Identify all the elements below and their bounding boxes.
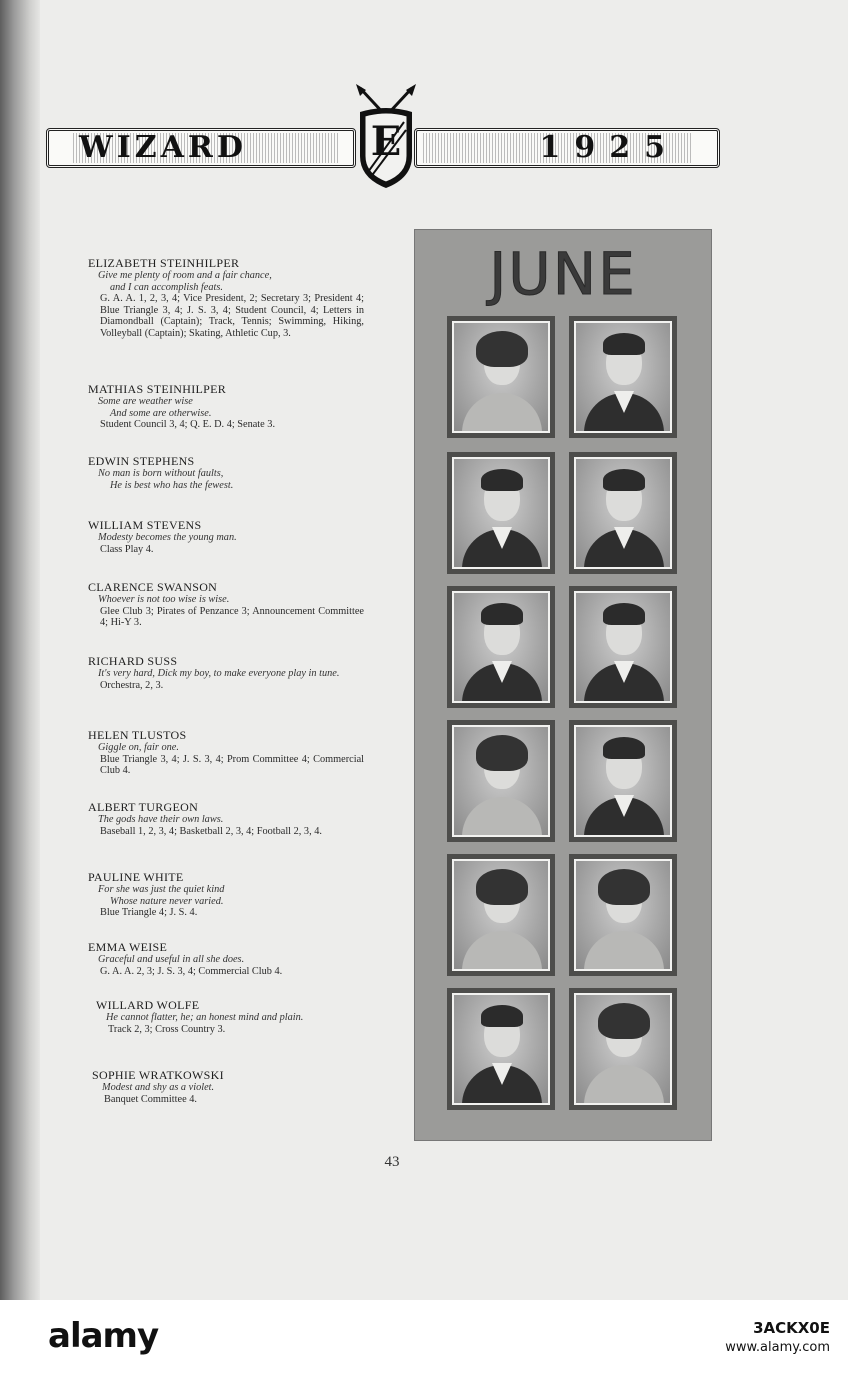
entry-name: EMMA WEISE <box>88 940 168 954</box>
entry-quote <box>98 396 364 419</box>
quote-line: Whose nature never varied. <box>110 895 224 907</box>
portrait-frame <box>452 591 550 703</box>
entry-quote <box>98 532 364 544</box>
entry <box>88 518 364 555</box>
banner-left-plate <box>46 128 356 168</box>
portrait-frame <box>452 993 550 1105</box>
entry-quote <box>98 270 364 293</box>
entry-name: RICHARD SUSS <box>88 654 178 668</box>
portrait-body <box>462 797 542 837</box>
entry-quote <box>98 954 364 966</box>
quote-line: Modesty becomes the young man. <box>98 532 237 543</box>
quote-line: He is best who has the fewest. <box>110 479 234 491</box>
image-id: 3ACKX0E <box>753 1319 830 1337</box>
entry-quote <box>106 1012 372 1024</box>
entry <box>88 654 364 691</box>
portrait-frame <box>574 725 672 837</box>
entry-activities: Banquet Committee 4. <box>104 1093 197 1105</box>
entry <box>88 580 364 629</box>
entry-activities: Glee Club 3; Pirates of Penzance 3; Announcement Committee 4; Hi-Y 3. <box>100 605 364 628</box>
entry-activities: G. A. A. 1, 2, 3, 4; Vice President, 2; Secretary 3; President 4; Blue Triangle 3, 4; J. S. 3, 4; Student Council, 4; Letters in Diamondball (Captain); Track, Tennis; Swimming, Hiking, Volleyball (Captain); Skating, Athletic Cup, 3. <box>100 293 364 339</box>
entry <box>96 998 372 1035</box>
portrait-hair <box>603 333 645 355</box>
quote-line: For she was just the quiet kind <box>98 884 225 895</box>
entry-activities: Baseball 1, 2, 3, 4; Basketball 2, 3, 4; Football 2, 3, 4. <box>100 825 322 837</box>
portrait-photo <box>447 854 555 976</box>
portrait-hair <box>481 469 523 491</box>
portrait-photo <box>447 720 555 842</box>
entry-activities: Blue Triangle 3, 4; J. S. 3, 4; Prom Committee 4; Commercial Club 4. <box>100 753 364 776</box>
entry-activities: Blue Triangle 4; J. S. 4. <box>100 907 198 918</box>
quote-line: Whoever is not too wise is wise. <box>98 594 230 605</box>
quote-line: Some are weather wise <box>98 396 193 407</box>
entry-name: ALBERT TURGEON <box>88 800 199 814</box>
banner-title: WIZARD <box>73 133 339 163</box>
portrait-photo <box>569 586 677 708</box>
portrait-frame <box>452 859 550 971</box>
quote-line: Giggle on, fair one. <box>98 742 179 753</box>
banner-right-plate <box>414 128 720 168</box>
portrait-hair <box>603 469 645 491</box>
quote-line: Give me plenty of room and a fair chance, <box>98 270 272 281</box>
quote-line: No man is born without faults, <box>98 468 224 479</box>
entry-name: WILLARD WOLFE <box>96 998 200 1012</box>
crest-letter: E <box>370 118 402 165</box>
portrait-photo <box>447 452 555 574</box>
entry <box>88 940 364 977</box>
quote-line: He cannot flatter, he; an honest mind and plain. <box>106 1012 304 1023</box>
portrait-hair <box>603 603 645 625</box>
quote-line: and I can accomplish feats. <box>110 281 223 293</box>
entry <box>88 454 364 491</box>
entry-name: CLARENCE SWANSON <box>88 580 218 594</box>
entry <box>88 870 364 919</box>
quote-line: It's very hard, Dick my boy, to make everyone play in tune. <box>98 668 340 679</box>
entry-name: PAULINE WHITE <box>88 870 184 884</box>
quote-line: The gods have their own laws. <box>98 814 224 825</box>
portrait-body <box>584 1065 664 1105</box>
portrait-hair <box>481 1005 523 1027</box>
entry-quote <box>102 1082 368 1094</box>
portrait-body <box>462 393 542 433</box>
portrait-frame <box>452 725 550 837</box>
entry-activities: Class Play 4. <box>100 543 154 555</box>
entry-name: MATHIAS STEINHILPER <box>88 382 227 396</box>
quote-line: Modest and shy as a violet. <box>102 1082 215 1093</box>
portrait-hair <box>476 735 528 771</box>
panel-title: JUNE <box>489 240 637 308</box>
header-banner <box>46 118 720 172</box>
portrait-frame <box>452 457 550 569</box>
entry-activities: Track 2, 3; Cross Country 3. <box>108 1023 226 1035</box>
entry-name: WILLIAM STEVENS <box>88 518 202 532</box>
entry <box>88 256 364 339</box>
portrait-hair <box>476 869 528 905</box>
banner-year: 1925 <box>423 133 693 163</box>
portrait-hair <box>603 737 645 759</box>
portrait-photo <box>569 316 677 438</box>
entry-quote <box>98 742 364 754</box>
entry-name: EDWIN STEPHENS <box>88 454 195 468</box>
portrait-photo <box>447 988 555 1110</box>
entry <box>88 728 364 777</box>
portrait-photo <box>447 586 555 708</box>
entry-quote <box>98 884 364 907</box>
entry-activities: Student Council 3, 4; Q. E. D. 4; Senate 3. <box>100 419 276 430</box>
entry-activities: G. A. A. 2, 3; J. S. 3, 4; Commercial Club 4. <box>100 965 283 977</box>
book-spine-shadow <box>0 0 40 1300</box>
portrait-frame <box>574 859 672 971</box>
portrait-photo <box>569 720 677 842</box>
entry <box>88 382 364 431</box>
portrait-frame <box>574 591 672 703</box>
entry-quote <box>98 594 364 606</box>
entry-quote <box>98 814 364 826</box>
entry-name: SOPHIE WRATKOWSKI <box>92 1068 224 1082</box>
portrait-hair <box>481 603 523 625</box>
portrait-hair <box>476 331 528 367</box>
entry <box>92 1068 368 1105</box>
portrait-body <box>584 931 664 971</box>
portrait-frame <box>574 993 672 1105</box>
quote-line: Graceful and useful in all she does. <box>98 954 245 965</box>
portrait-frame <box>574 457 672 569</box>
portrait-photo <box>569 988 677 1110</box>
portrait-photo <box>569 854 677 976</box>
entry-quote <box>98 468 364 491</box>
site-url: www.alamy.com <box>725 1340 830 1355</box>
entry-quote <box>98 668 364 680</box>
image-id-block <box>725 1318 830 1358</box>
portrait-photo <box>447 316 555 438</box>
entry <box>88 800 364 837</box>
portrait-frame <box>574 321 672 433</box>
entry-activities: Orchestra, 2, 3. <box>100 679 164 691</box>
alamy-logo: alamy <box>48 1316 159 1356</box>
page-number: 43 <box>384 1154 400 1170</box>
june-photo-panel <box>414 229 712 1141</box>
portrait-body <box>462 931 542 971</box>
entry-name: ELIZABETH STEINHILPER <box>88 256 240 270</box>
portrait-hair <box>598 869 650 905</box>
portrait-hair <box>598 1003 650 1039</box>
portrait-frame <box>452 321 550 433</box>
quote-line: And some are otherwise. <box>110 407 212 419</box>
portrait-photo <box>569 452 677 574</box>
entry-name: HELEN TLUSTOS <box>88 728 187 742</box>
